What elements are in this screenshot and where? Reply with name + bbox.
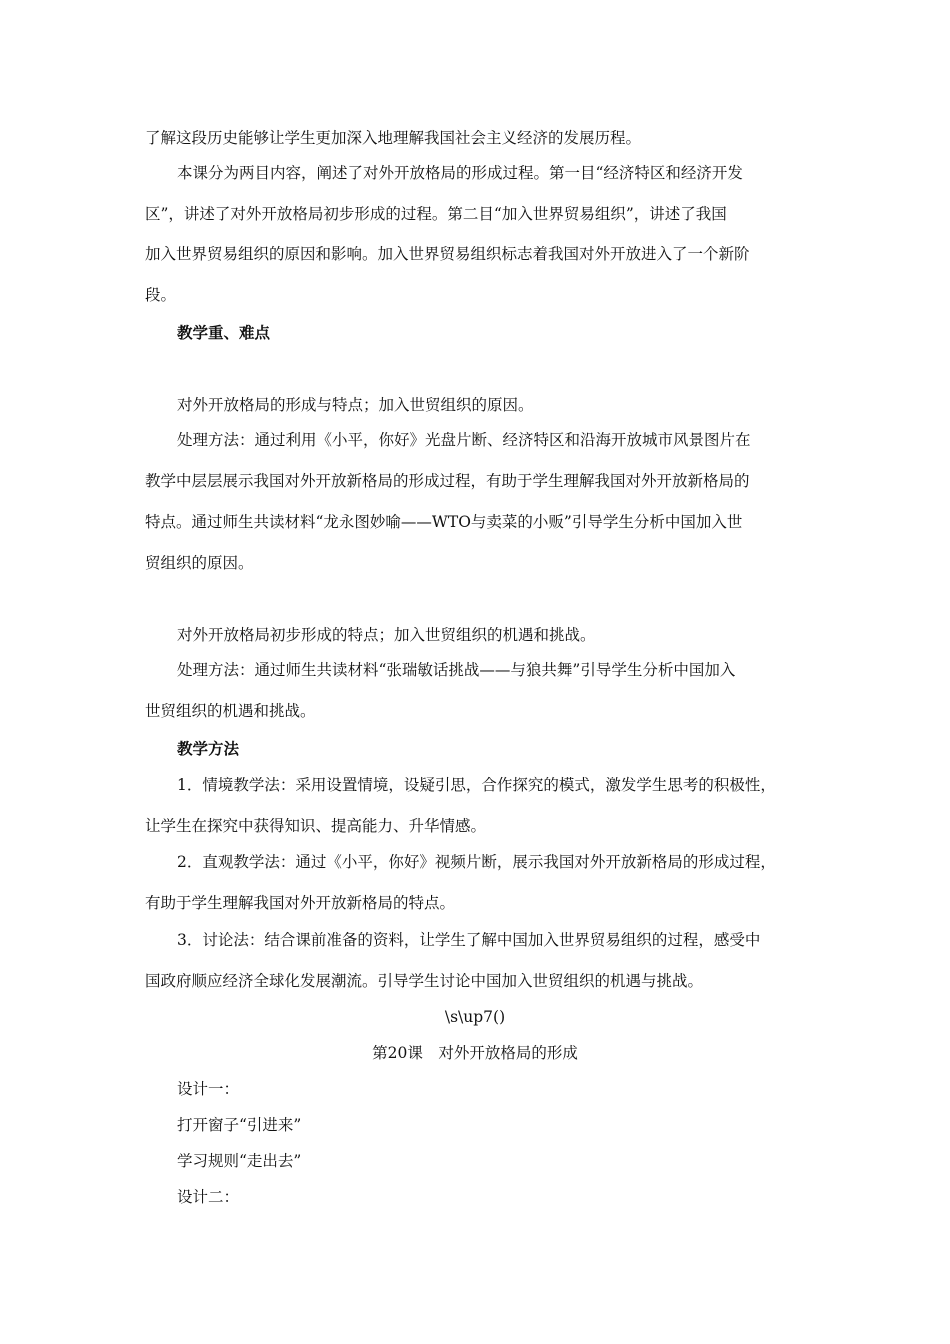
- overview-line: 本课分为两目内容，阐述了对外开放格局的形成过程。第一目“经济特区和经济开发: [177, 164, 743, 182]
- method-item-line: 让学生在探究中获得知识、提高能力、升华情感。: [145, 817, 487, 835]
- overview-line: 区”，讲述了对外开放格局初步形成的过程。第二目“加入世界贸易组织”，讲述了我国: [145, 205, 727, 223]
- overview-line: 加入世界贸易组织的原因和影响。加入世界贸易组织标志着我国对外开放进入了一个新阶: [145, 245, 750, 263]
- board-line: 打开窗子“引进来”: [177, 1116, 302, 1134]
- difficult-point-text: 对外开放格局初步形成的特点；加入世贸组织的机遇和挑战。: [177, 626, 596, 644]
- field-code: \s\up7(): [444, 1008, 506, 1026]
- method-item-line: 1．情境教学法：采用设置情境，设疑引思，合作探究的模式，激发学生思考的积极性，: [177, 776, 776, 794]
- methods-heading: 教学方法: [177, 739, 240, 758]
- intro-text: 了解这段历史能够让学生更加深入地理解我国社会主义经济的发展历程。: [145, 129, 642, 147]
- key-method-line: 教学中层层展示我国对外开放新格局的形成过程，有助于学生理解我国对外开放新格局的: [145, 472, 750, 490]
- key-method-line: 处理方法：通过利用《小平，你好》光盘片断、经济特区和沿海开放城市风景图片在: [177, 431, 751, 449]
- key-points-heading: 教学重、难点: [177, 323, 271, 342]
- difficult-method-line: 处理方法：通过师生共读材料“张瑞敏话挑战——与狼共舞”引导学生分析中国加入: [177, 661, 736, 679]
- board-line: 学习规则“走出去”: [177, 1152, 302, 1170]
- difficult-method-line: 世贸组织的机遇和挑战。: [145, 702, 316, 720]
- method-item-line: 有助于学生理解我国对外开放新格局的特点。: [145, 894, 456, 912]
- key-method-line: 贸组织的原因。: [145, 554, 254, 572]
- overview-line: 段。: [145, 286, 177, 304]
- key-point-text: 对外开放格局的形成与特点；加入世贸组织的原因。: [177, 396, 534, 414]
- method-item-line: 2．直观教学法：通过《小平，你好》视频片断，展示我国对外开放新格局的形成过程，: [177, 853, 776, 871]
- design-one-label: 设计一：: [177, 1080, 240, 1098]
- design-two-label: 设计二：: [177, 1188, 240, 1206]
- key-method-line: 特点。通过师生共读材料“龙永图妙喻——WTO与卖菜的小贩”引导学生分析中国加入世: [145, 513, 743, 531]
- method-item-line: 3．讨论法：结合课前准备的资料，让学生了解中国加入世界贸易组织的过程，感受中: [177, 931, 761, 949]
- board-title: 第20课 对外开放格局的形成: [372, 1044, 578, 1062]
- method-item-line: 国政府顺应经济全球化发展潮流。引导学生讨论中国加入世贸组织的机遇与挑战。: [145, 972, 704, 990]
